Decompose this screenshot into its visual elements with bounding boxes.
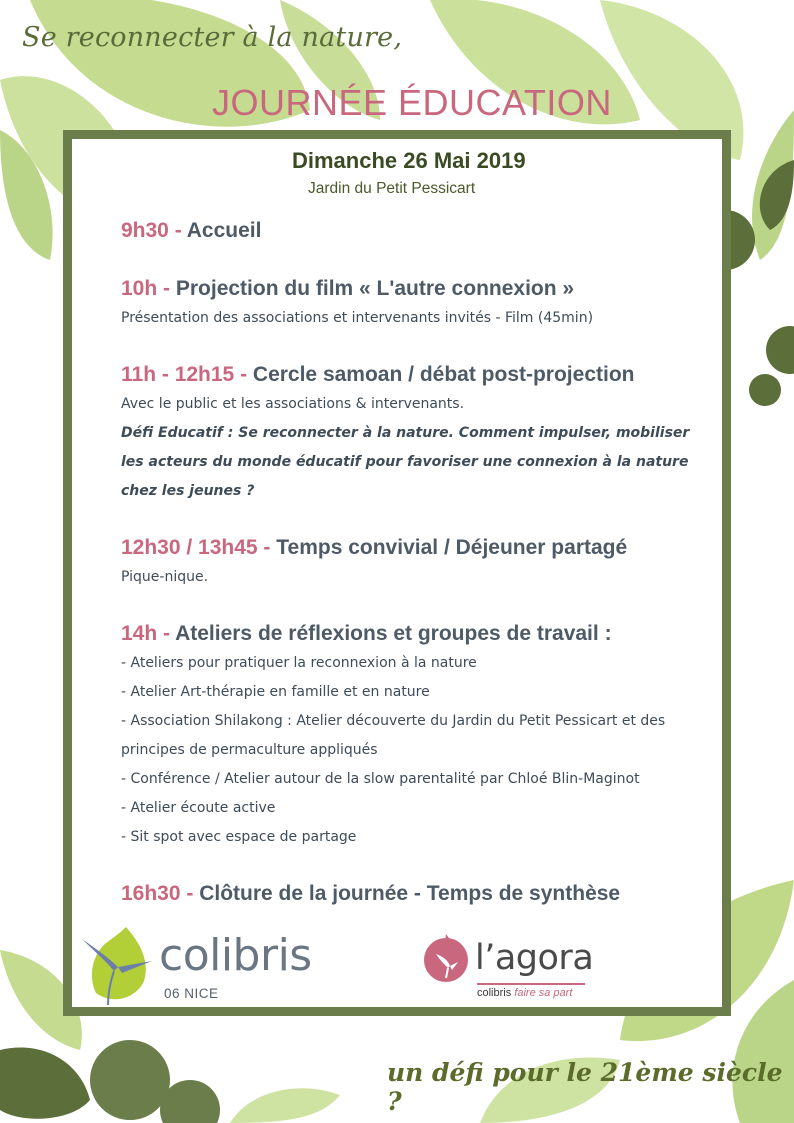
workshop-list-item: - Atelier écoute active — [121, 800, 276, 816]
program-item-detail: Pique-nique. — [121, 569, 209, 585]
program-item-detail: Avec le public et les associations & intervenants. — [121, 396, 465, 412]
program-item-title: Accueil — [186, 219, 262, 242]
hummingbird-leaf-icon — [78, 925, 158, 1007]
agora-sub-italic: faire sa part — [514, 987, 573, 999]
program-item-title: Clôture de la journée - Temps de synthèse — [199, 882, 621, 905]
agora-logo-text: l’agora — [475, 938, 594, 978]
program-item-time: 16h30 - — [121, 882, 200, 905]
workshop-list-item: - Atelier Art-thérapie en famille et en nature — [121, 684, 430, 700]
program-item-time: 9h30 - — [121, 219, 187, 242]
agora-sub-plain: colibris — [477, 987, 515, 999]
program-item — [121, 216, 701, 246]
tagline: Se reconnecter à la nature, — [22, 22, 403, 53]
program-item-title: Temps convivial / Déjeuner partagé — [276, 536, 628, 559]
program-item-title: Ateliers de réflexions et groupes de travail : — [175, 622, 612, 645]
program-item-heading — [121, 533, 701, 563]
workshop-list-item: - Sit spot avec espace de partage — [121, 829, 357, 845]
program-item-heading — [121, 619, 701, 649]
program-item-heading — [121, 879, 701, 909]
workshop-list-item: principes de permaculture appliqués — [121, 742, 378, 758]
program-list — [121, 216, 701, 909]
program-item — [121, 879, 701, 909]
program-item-title: Projection du film « L'autre connexion » — [175, 277, 575, 300]
program-item-time: 14h - — [121, 622, 176, 645]
page-title: JOURNÉE ÉDUCATION — [212, 82, 612, 123]
program-item-heading — [121, 360, 701, 390]
program-item-time: 11h - 12h15 - — [121, 363, 253, 386]
colibris-logo-sub: 06 NICE — [164, 986, 219, 1001]
leaf-bottom-left-dark-2 — [90, 1040, 170, 1120]
program-item-emphasis: chez les jeunes ? — [121, 483, 255, 499]
program-item — [121, 533, 701, 592]
program-item — [121, 619, 701, 852]
event-location: Jardin du Petit Pessicart — [308, 180, 476, 197]
program-item — [121, 274, 701, 333]
program-item-heading — [121, 274, 701, 304]
program-item-detail: Présentation des associations et intervenants invités - Film (45min) — [121, 310, 594, 326]
program-item-emphasis: Défi Educatif : Se reconnecter à la nature. Comment impulser, mobiliser — [121, 425, 690, 441]
workshop-list-item: - Association Shilakong : Atelier découverte du Jardin du Petit Pessicart et des — [121, 713, 666, 729]
leaf-bottom-left-dark — [0, 1047, 90, 1118]
program-item — [121, 360, 701, 506]
leaf-right-dark-4 — [749, 374, 781, 406]
leaf-bottom-mid-light — [230, 1088, 340, 1123]
agora-underline — [477, 983, 585, 985]
program-item-time: 10h - — [121, 277, 176, 300]
agora-logo-sub — [477, 987, 572, 999]
footer-tagline: un défi pour le 21ème siècle ? — [387, 1058, 783, 1116]
agora-bird-icon — [422, 932, 470, 984]
workshop-list-item: - Conférence / Atelier autour de la slow parentalité par Chloé Blin-Maginot — [121, 771, 640, 787]
program-item-heading — [121, 216, 701, 246]
workshop-list-item: - Ateliers pour pratiquer la reconnexion à la nature — [121, 655, 477, 671]
program-item-title: Cercle samoan / débat post-projection — [252, 363, 635, 386]
program-item-time: 12h30 / 13h45 - — [121, 536, 277, 559]
colibris-logo-text: colibris — [159, 930, 312, 981]
program-item-emphasis: les acteurs du monde éducatif pour favoriser une connexion à la nature — [121, 454, 689, 470]
event-date: Dimanche 26 Mai 2019 — [292, 148, 526, 173]
leaf-right-dark-3 — [766, 326, 794, 374]
